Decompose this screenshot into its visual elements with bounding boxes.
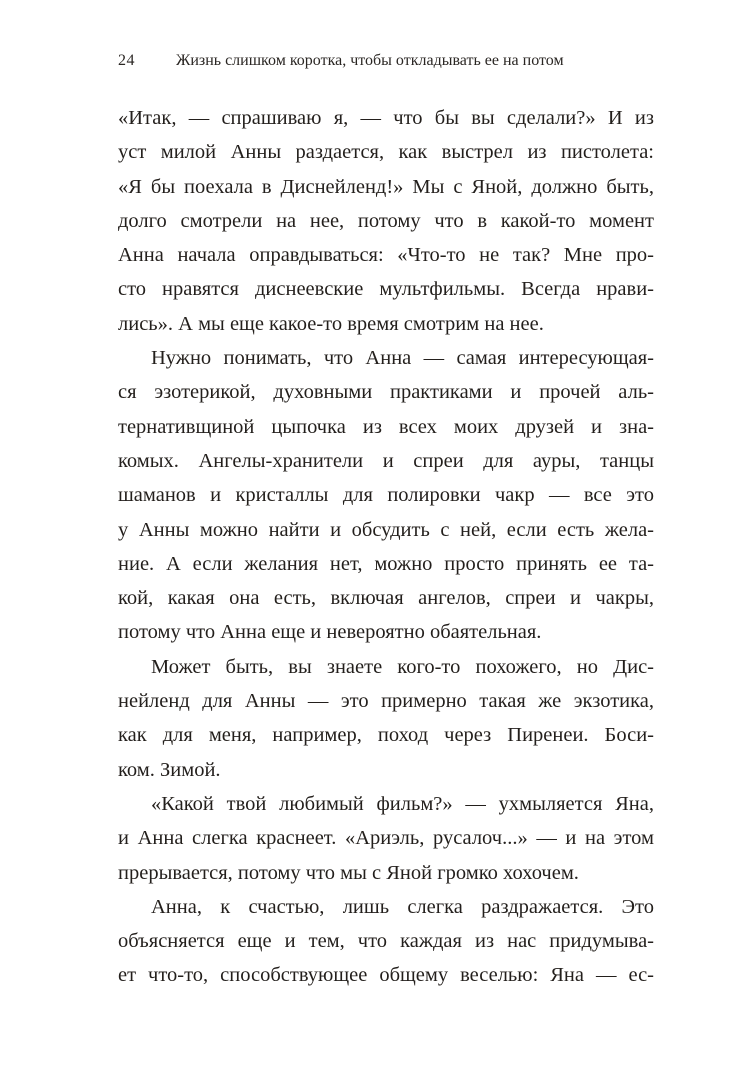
running-header <box>118 52 669 70</box>
text-line: долго смотрели на нее, потому что в какой-то момент <box>118 209 654 232</box>
text-line: у Анны можно найти и обсудить с ней, если есть жела- <box>118 518 654 541</box>
paragraph <box>118 101 654 341</box>
text-line: сто нравятся диснеевские мультфильмы. Всегда нрави- <box>118 278 654 301</box>
body-text <box>118 101 654 993</box>
text-line: Нужно понимать, что Анна — самая интересующая- <box>151 347 654 370</box>
text-line: объясняется еще и тем, что каждая из нас придумыва- <box>118 930 654 953</box>
text-line: кой, какая она есть, включая ангелов, спреи и чакры, <box>118 587 654 610</box>
paragraph <box>118 650 654 787</box>
text-line: как для меня, например, поход через Пиренеи. Боси- <box>118 724 654 747</box>
text-line: Анна начала оправдываться: «Что-то не так? Мне про- <box>118 244 654 267</box>
page-number: 24 <box>118 52 135 69</box>
text-line: тернативщиной цыпочка из всех моих друзей и зна- <box>118 415 654 438</box>
text-line: комых. Ангелы-хранители и спреи для ауры, танцы <box>118 449 654 472</box>
text-line: «Я бы поехала в Диснейленд!» Мы с Яной, должно быть, <box>118 175 654 198</box>
text-line: нейленд для Анны — это примерно такая же экзотика, <box>118 690 654 713</box>
text-line: потому что Анна еще и невероятно обаятельная. <box>118 621 542 644</box>
text-line: шаманов и кристаллы для полировки чакр — все это <box>118 484 654 507</box>
text-line: ся эзотерикой, духовными практиками и прочей аль- <box>118 381 654 404</box>
text-line: «Итак, — спрашиваю я, — что бы вы сделали?» И из <box>118 107 654 129</box>
text-line: Анна, к счастью, лишь слегка раздражается. Это <box>151 895 654 918</box>
text-line: лись». А мы еще какое-то время смотрим на нее. <box>118 312 544 335</box>
text-line: «Какой твой любимый фильм?» — ухмыляется Яна, <box>151 792 654 815</box>
book-title: Жизнь слишком коротка, чтобы откладывать ее на потом <box>176 52 564 69</box>
paragraph <box>118 341 654 650</box>
text-line: Может быть, вы знаете кого-то похожего, но Дис- <box>151 655 654 678</box>
paragraph <box>118 787 654 890</box>
paragraph <box>118 890 654 993</box>
text-line: ние. А если желания нет, можно просто принять ее та- <box>118 552 654 575</box>
text-line: ет что-то, способствующее общему веселью: Яна — ес- <box>118 964 654 987</box>
text-line: прерывается, потому что мы с Яной громко хохочем. <box>118 861 579 884</box>
text-line: уст милой Анны раздается, как выстрел из пистолета: <box>118 141 654 164</box>
text-line: и Анна слегка краснеет. «Ариэль, русалоч...» — и на этом <box>118 827 654 850</box>
text-line: ком. Зимой. <box>118 758 221 781</box>
